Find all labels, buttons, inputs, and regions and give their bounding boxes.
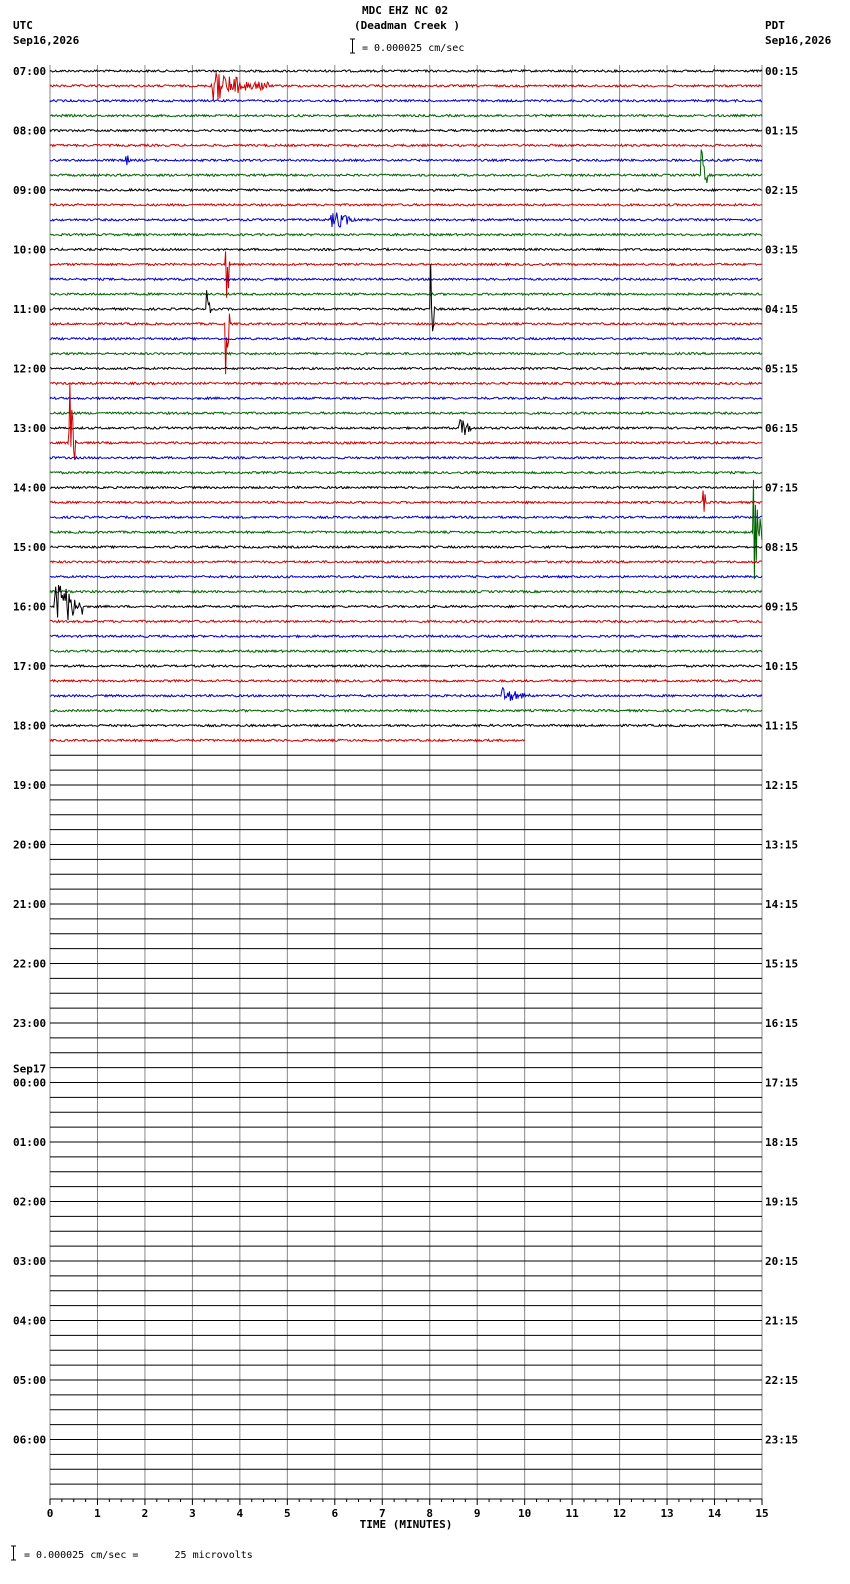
trace-line — [50, 70, 762, 72]
trace-line — [50, 650, 762, 652]
right-time-label: 12:15 — [765, 779, 799, 792]
left-time-label: 19:00 — [13, 779, 47, 792]
scale-bar-icon — [350, 39, 355, 53]
right-time-label: 20:15 — [765, 1255, 799, 1268]
x-tick-label: 13 — [660, 1507, 674, 1520]
right-time-label: 06:15 — [765, 422, 799, 435]
x-axis-title: TIME (MINUTES) — [359, 1518, 453, 1531]
x-tick-label: 4 — [236, 1507, 244, 1520]
trace-line — [50, 264, 762, 331]
x-tick-label: 2 — [141, 1507, 149, 1520]
right-time-label: 15:15 — [765, 957, 799, 971]
left-time-label: 12:00 — [13, 362, 47, 376]
trace-line — [50, 150, 762, 183]
left-timezone: UTC — [13, 19, 33, 32]
trace-line — [50, 189, 762, 191]
left-time-label: 04:00 — [13, 1314, 47, 1328]
trace-line — [50, 251, 762, 297]
right-time-label: 17:15 — [765, 1076, 799, 1090]
right-time-label: 09:15 — [765, 600, 799, 614]
x-tick-label: 15 — [755, 1507, 769, 1520]
right-time-label: 10:15 — [765, 660, 799, 673]
trace-line — [50, 234, 762, 236]
trace-line — [50, 367, 762, 369]
x-tick-label: 11 — [565, 1507, 579, 1520]
x-tick-label: 8 — [426, 1507, 434, 1520]
left-time-label: 15:00 — [13, 541, 47, 554]
trace-line — [50, 688, 762, 701]
right-time-label: 04:15 — [765, 303, 799, 316]
right-time-label: 14:15 — [765, 898, 799, 911]
site-title: (Deadman Creek ) — [354, 19, 460, 32]
trace-line — [50, 412, 762, 414]
trace-line — [50, 546, 762, 548]
left-time-label: 01:00 — [13, 1136, 47, 1149]
x-tick-label: 7 — [378, 1507, 386, 1520]
trace-line — [50, 680, 762, 682]
left-time-label: 09:00 — [13, 184, 47, 197]
left-time-label: 18:00 — [13, 719, 47, 733]
left-time-label: 21:00 — [13, 898, 47, 911]
right-timezone: PDT — [765, 19, 785, 32]
trace-line — [50, 516, 762, 518]
x-tick-label: 14 — [707, 1507, 722, 1520]
trace-line — [50, 491, 762, 512]
x-tick-label: 1 — [94, 1507, 101, 1520]
trace-line — [50, 204, 762, 206]
left-time-label: 00:00 — [13, 1076, 47, 1090]
left-time-label: 02:00 — [13, 1195, 47, 1209]
right-time-label: 19:15 — [765, 1195, 799, 1209]
left-time-label: 07:00 — [13, 65, 47, 78]
trace-line — [50, 293, 762, 295]
trace-line — [50, 383, 762, 460]
x-tick-label: 9 — [473, 1507, 481, 1520]
trace-line — [50, 561, 762, 563]
trace-line — [50, 156, 762, 166]
left-time-label: 08:00 — [13, 124, 47, 138]
left-time-label: 03:00 — [13, 1255, 47, 1268]
right-time-label: 03:15 — [765, 243, 799, 257]
left-time-label: 13:00 — [13, 422, 47, 435]
right-time-label: 01:15 — [765, 124, 799, 138]
trace-line — [50, 100, 762, 102]
trace-line — [50, 591, 762, 593]
left-time-label: 16:00 — [13, 600, 47, 614]
right-time-label: 05:15 — [765, 362, 799, 376]
date-change-label: Sep17 — [13, 1062, 47, 1076]
scale-legend: = 0.000025 cm/sec — [362, 43, 465, 54]
left-time-label: 06:00 — [13, 1433, 47, 1447]
trace-line — [50, 486, 762, 488]
x-tick-label: 6 — [331, 1507, 339, 1520]
trace-line — [50, 144, 762, 146]
trace-line — [50, 314, 762, 375]
x-tick-label: 12 — [612, 1507, 627, 1520]
left-time-label: 14:00 — [13, 481, 47, 495]
left-time-label: 20:00 — [13, 838, 47, 852]
trace-line — [50, 338, 762, 340]
right-time-label: 16:15 — [765, 1017, 799, 1030]
trace-line — [50, 278, 762, 280]
trace-line — [50, 213, 762, 227]
footer-scale-bar-icon — [11, 1546, 16, 1560]
trace-line — [50, 420, 762, 435]
left-date: Sep16,2026 — [13, 34, 80, 47]
right-time-label: 22:15 — [765, 1374, 799, 1387]
right-time-label: 21:15 — [765, 1314, 799, 1328]
x-tick-label: 5 — [284, 1507, 291, 1520]
trace-line — [50, 710, 762, 712]
right-time-label: 11:15 — [765, 719, 799, 733]
left-time-label: 05:00 — [13, 1374, 47, 1387]
left-time-label: 22:00 — [13, 957, 47, 971]
right-time-label: 02:15 — [765, 184, 799, 197]
right-time-label: 18:15 — [765, 1136, 799, 1149]
trace-line — [50, 724, 762, 726]
trace-line — [50, 129, 762, 131]
x-tick-label: 0 — [46, 1507, 54, 1520]
trace-line — [50, 457, 762, 459]
x-tick-label: 3 — [189, 1507, 196, 1520]
right-time-label: 07:15 — [765, 481, 799, 495]
trace-line — [50, 620, 762, 622]
trace-line — [50, 472, 762, 474]
left-time-label: 11:00 — [13, 303, 47, 316]
trace-line — [50, 585, 762, 620]
trace-line — [50, 576, 762, 578]
left-time-label: 17:00 — [13, 660, 47, 673]
trace-line — [50, 115, 762, 117]
right-time-label: 00:15 — [765, 65, 799, 78]
trace-line — [50, 397, 762, 399]
trace-line — [50, 480, 762, 579]
trace-line — [50, 353, 762, 355]
right-time-label: 08:15 — [765, 541, 799, 554]
left-time-label: 10:00 — [13, 243, 47, 257]
footer-scale-legend: = 0.000025 cm/sec = 25 microvolts — [24, 1550, 253, 1561]
trace-line — [50, 635, 762, 637]
trace-line — [50, 73, 762, 101]
trace-line — [50, 248, 762, 250]
right-time-label: 23:15 — [765, 1433, 799, 1447]
right-time-label: 13:15 — [765, 838, 799, 852]
right-date: Sep16,2026 — [765, 34, 832, 47]
left-time-label: 23:00 — [13, 1017, 47, 1030]
x-tick-label: 10 — [518, 1507, 532, 1520]
trace-line — [50, 665, 762, 667]
trace-line — [50, 382, 762, 384]
station-title: MDC EHZ NC 02 — [362, 4, 449, 17]
